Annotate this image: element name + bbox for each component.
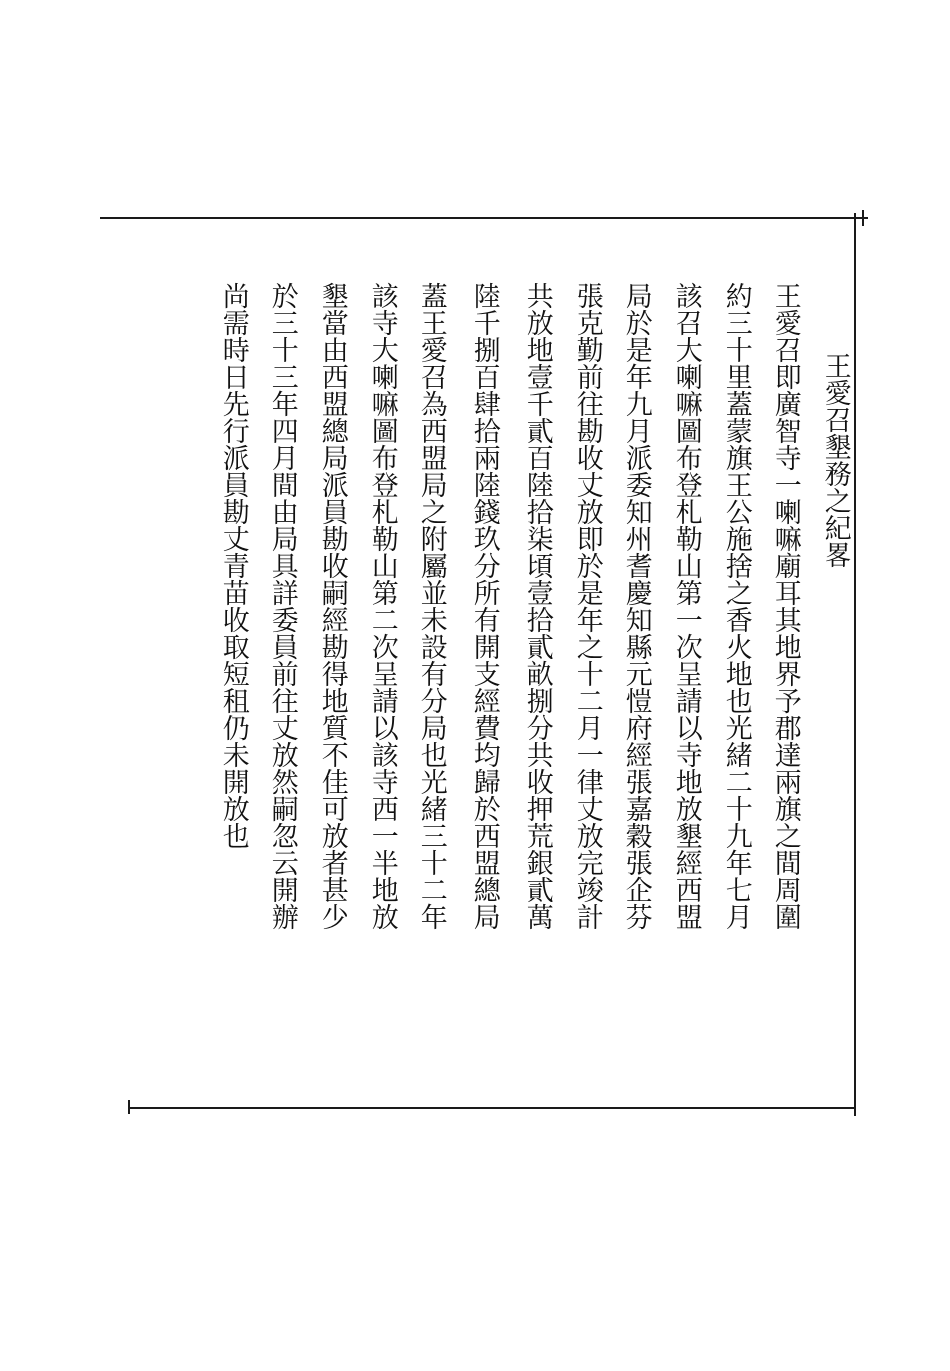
text-column-7: 陸千捌百肆拾兩陸錢玖分所有開支經費均歸於西盟總局 xyxy=(468,282,500,930)
text-column-6: 共放地壹千貳百陸拾柒頃壹拾貳畝捌分共收押荒銀貳萬 xyxy=(521,282,553,930)
frame-top-rule xyxy=(100,217,868,219)
document-title: 王愛召墾務之紀畧 xyxy=(819,352,851,568)
frame-right-rule xyxy=(854,213,856,1116)
frame-left-tick xyxy=(128,1100,130,1114)
text-column-11: 於三十三年四月間由局具詳委員前往丈放然嗣忽云開辦 xyxy=(266,282,298,930)
text-column-3: 該召大喇嘛圖布登札勒山第一次呈請以寺地放墾經西盟 xyxy=(670,282,702,930)
frame-corner-tick xyxy=(862,210,864,226)
text-column-10: 墾當由西盟總局派員勘收嗣經勘得地質不佳可放者甚少 xyxy=(316,282,348,930)
text-column-5: 張克勤前往勘收丈放即於是年之十二月一律丈放完竣計 xyxy=(571,282,603,930)
text-column-12: 尚需時日先行派員勘丈青苗收取短租仍未開放也 xyxy=(217,282,249,849)
text-column-9: 該寺大喇嘛圖布登札勒山第二次呈請以該寺西一半地放 xyxy=(366,282,398,930)
text-column-4: 局於是年九月派委知州耆慶知縣元愷府經張嘉穀張企芬 xyxy=(620,282,652,930)
text-column-1: 王愛召即廣智寺一喇嘛廟耳其地界予郡達兩旗之間周圍 xyxy=(769,282,801,930)
text-column-8: 蓋王愛召為西盟局之附屬並未設有分局也光緒三十二年 xyxy=(415,282,447,930)
text-column-2: 約三十里蓋蒙旗王公施捨之香火地也光緒二十九年七月 xyxy=(720,282,752,930)
